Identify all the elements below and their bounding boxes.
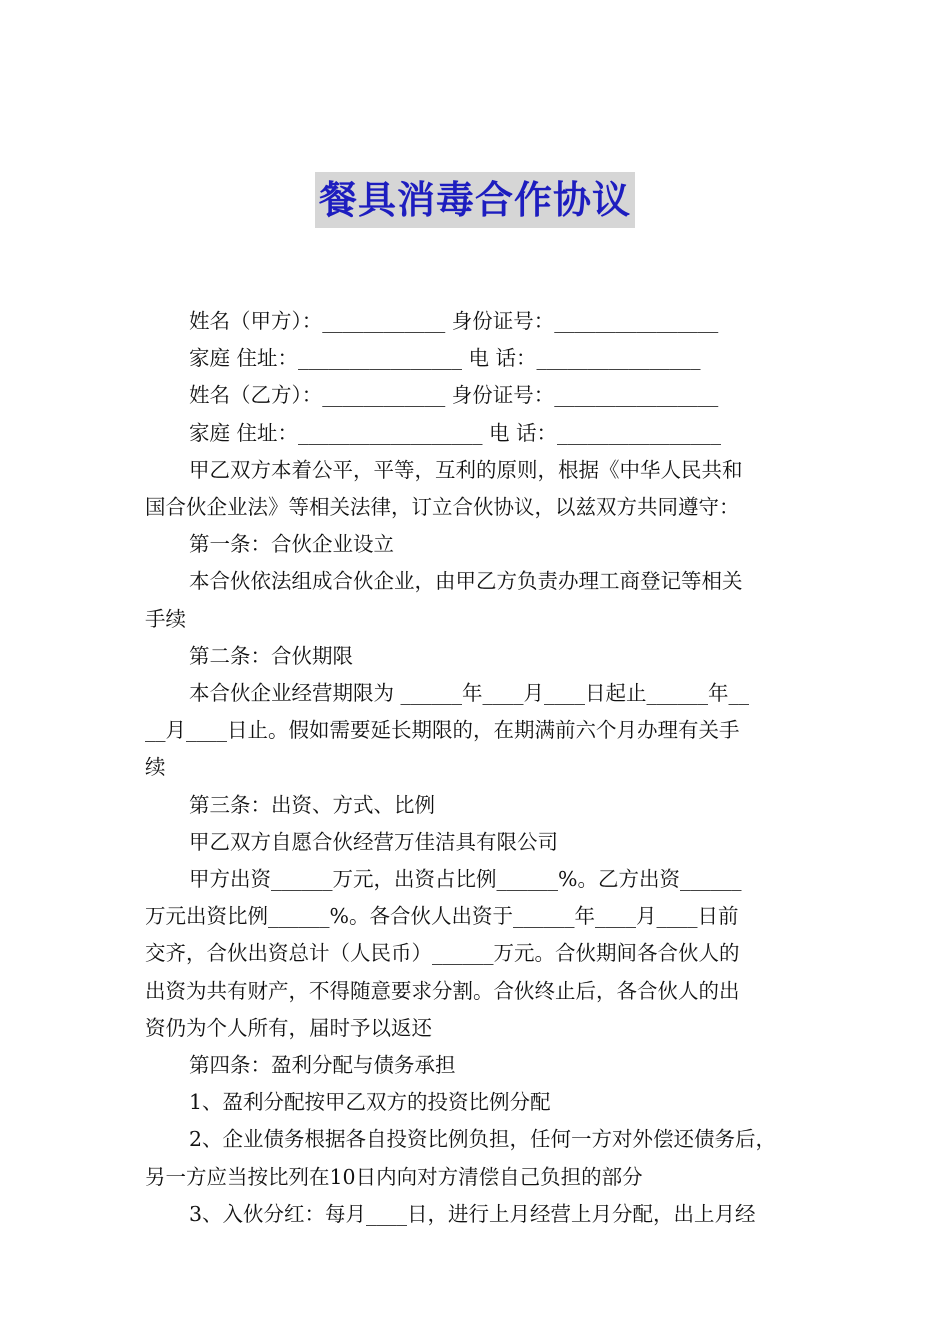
- preamble-line-2: 国合伙企业法》等相关法律，订立合伙协议，以兹双方共同遵守：: [145, 495, 740, 520]
- party-a-address-line: 家庭 住址：________________ 电 话：________________: [189, 346, 701, 371]
- article-3-text-line-2: 甲方出资______万元，出资占比例______%。乙方出资______: [189, 867, 742, 892]
- document-title-text: 餐具消毒合作协议: [315, 172, 635, 228]
- document-body: [145, 303, 810, 1233]
- article-4-heading: 第四条：盈利分配与债务承担: [189, 1053, 456, 1078]
- article-3-text-line-3: 万元出资比例______%。各合伙人出资于______年____月____日前: [145, 904, 739, 929]
- article-1-text-line-1: 本合伙依法组成合伙企业，由甲乙方负责办理工商登记等相关: [189, 569, 743, 594]
- article-3-text-line-1: 甲乙双方自愿合伙经营万佳洁具有限公司: [189, 829, 558, 854]
- article-2-text-line-1: 本合伙企业经营期限为 ______年____月____日起止______年__: [189, 681, 750, 706]
- article-2-text-line-2: __月____日止。假如需要延长期限的，在期满前六个月办理有关手: [145, 718, 740, 743]
- article-4-item-3: 3、入伙分红：每月____日，进行上月经营上月分配，出上月经: [189, 1201, 756, 1226]
- article-3-text-line-4: 交齐，合伙出资总计（人民币）______万元。合伙期间各合伙人的: [145, 941, 740, 966]
- preamble-line-1: 甲乙双方本着公平，平等，互利的原则，根据《中华人民共和: [189, 457, 743, 482]
- party-b-name-line: 姓名（乙方）：____________ 身份证号：________________: [189, 383, 719, 408]
- article-3-text-line-5: 出资为共有财产，不得随意要求分割。合伙终止后，各合伙人的出: [145, 978, 740, 1003]
- article-2-heading: 第二条：合伙期限: [189, 643, 353, 668]
- article-1-text-line-2: 手续: [145, 606, 186, 631]
- article-3-text-line-6: 资仍为个人所有，届时予以返还: [145, 1015, 432, 1040]
- article-1-heading: 第一条：合伙企业设立: [189, 532, 394, 557]
- article-4-item-2-line-1: 2、企业债务根据各自投资比例负担，任何一方对外偿还债务后，: [189, 1127, 777, 1152]
- article-4-item-2-line-2: 另一方应当按比列在10日内向对方清偿自己负担的部分: [145, 1164, 643, 1189]
- article-3-heading: 第三条：出资、方式、比例: [189, 792, 435, 817]
- party-b-address-line: 家庭 住址：__________________ 电 话：________________: [189, 420, 722, 445]
- document-title: [0, 172, 950, 228]
- article-4-item-1: 1、盈利分配按甲乙双方的投资比例分配: [189, 1090, 551, 1115]
- article-2-text-line-3: 续: [145, 755, 166, 780]
- party-a-name-line: 姓名（甲方）：____________ 身份证号：________________: [189, 309, 719, 333]
